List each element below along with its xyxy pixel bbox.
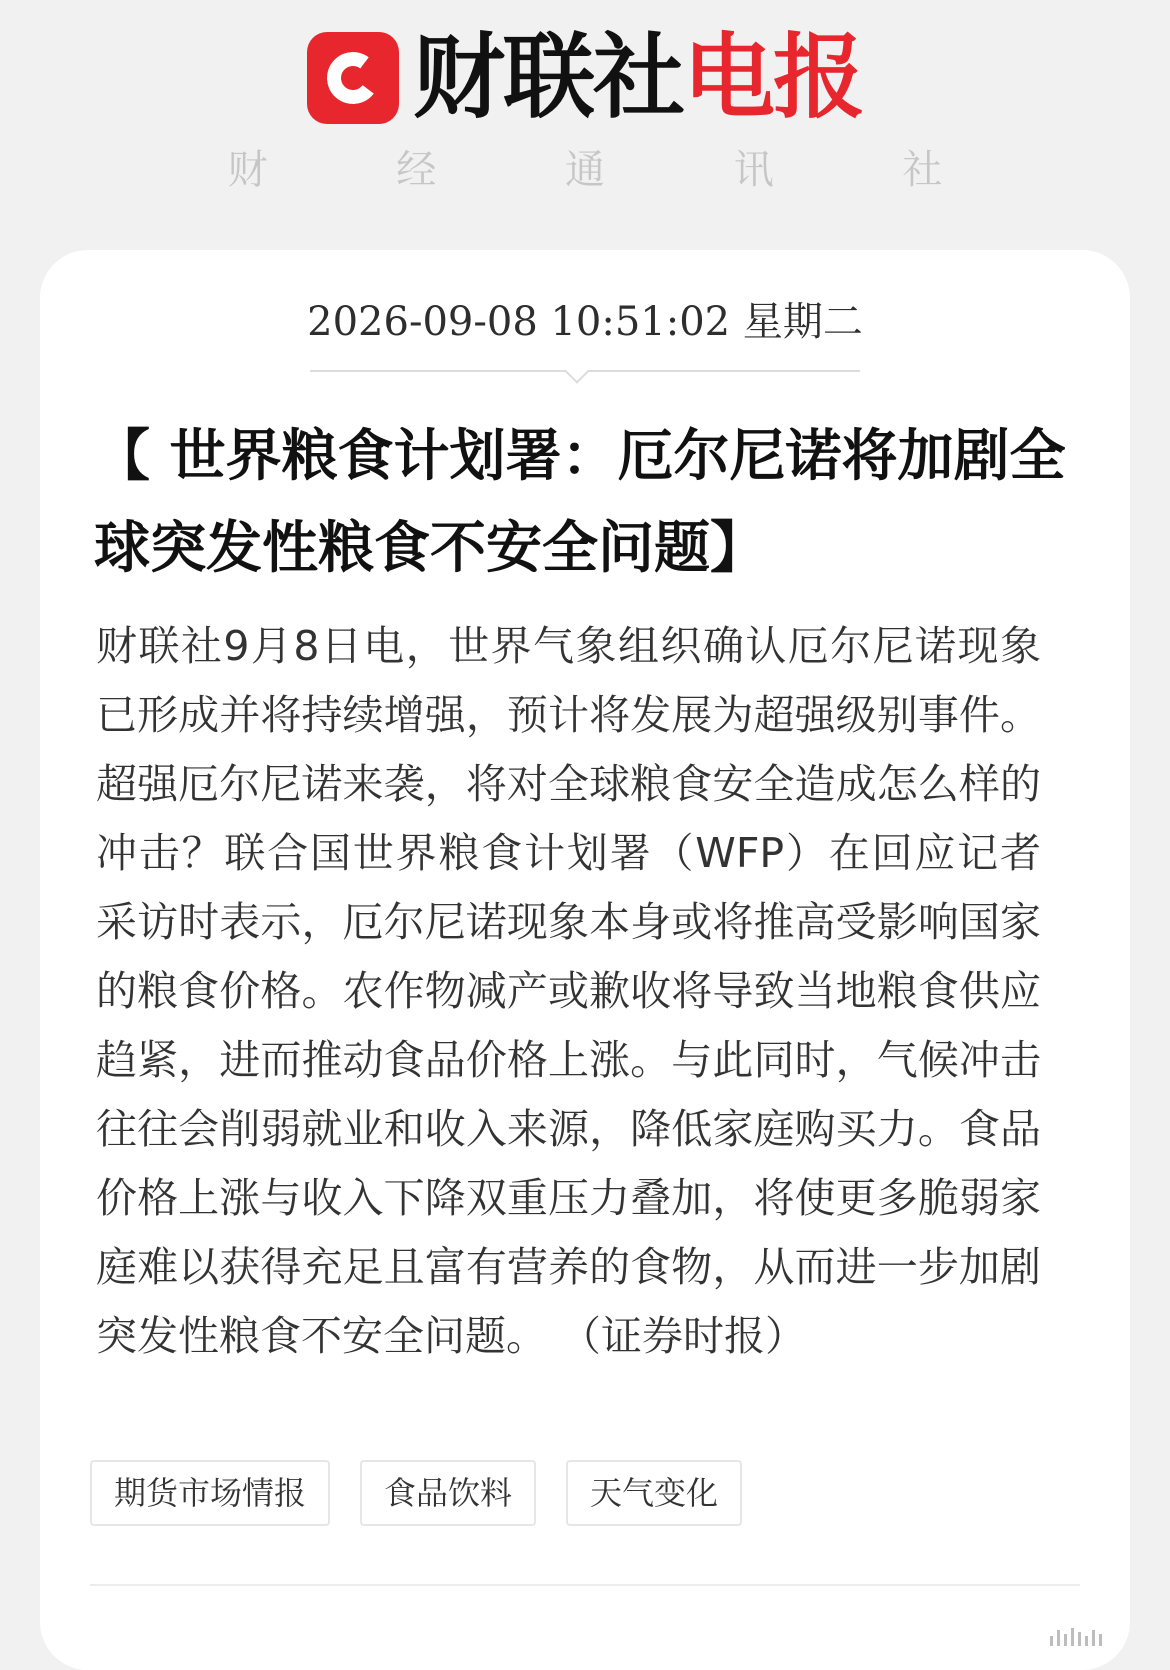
tag-weather-change[interactable]: 天气变化	[566, 1460, 742, 1526]
article-body: 财联社9月8日电，世界气象组织确认厄尔尼诺现象已形成并将持续增强，预计将发展为超强级别事件。超强厄尔尼诺来袭，将对全球粮食安全造成怎么样的冲击？联合国世界粮食计划署（WFP）在回应记者采访时表示，厄尔尼诺现象本身或将推高受影响国家的粮食价格。农作物减产或歉收将导致当地粮食供应趋紧，进而推动食品价格上涨。与此同时，气候冲击往往会削弱就业和收入来源，降低家庭购买力。食品价格上涨与收入下降双重压力叠加，将使更多脆弱家庭难以获得充足且富有营养的食物，从而进一步加剧突发性粮食不安全问题。 （证券时报）	[96, 622, 1041, 1360]
brand-channel: 电报	[683, 24, 864, 131]
brand-name: 财联社	[412, 24, 683, 131]
masthead	[0, 0, 1170, 250]
article-headline: 【 世界粮食计划署：厄尔尼诺将加剧全球突发性粮食不安全问题】	[94, 423, 1066, 581]
brand-logo	[0, 24, 1170, 131]
tag-list	[90, 1460, 742, 1526]
article-datetime: 2026-09-08 10:51:02 星期二	[307, 299, 863, 345]
tag-futures-market[interactable]: 期货市场情报	[90, 1460, 330, 1526]
brand-tagline: 财 经 通 讯 社	[227, 147, 1001, 193]
watermark-icon	[1050, 1628, 1102, 1646]
cls-logo-icon	[307, 32, 399, 124]
bottom-divider	[90, 1584, 1080, 1586]
tag-food-beverage[interactable]: 食品饮料	[360, 1460, 536, 1526]
c-letter-icon	[324, 49, 383, 108]
